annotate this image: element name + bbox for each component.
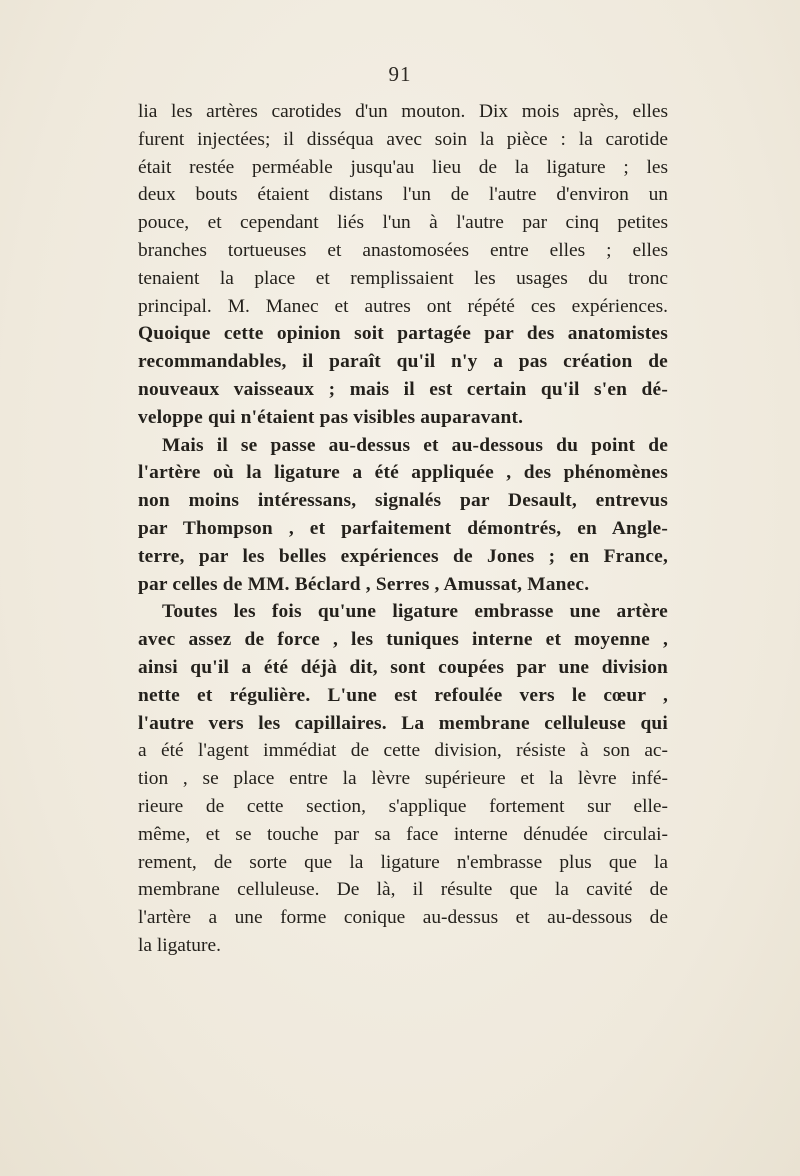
text-line: membrane celluleuse. De là, il résulte que la cavité de	[138, 879, 668, 901]
text-line: pouce, et cependant liés l'un à l'autre par cinq petites	[138, 212, 668, 234]
text-line: était restée perméable jusqu'au lieu de la ligature ; les	[138, 156, 668, 178]
text-line: rieure de cette section, s'applique fortement sur elle-	[138, 795, 668, 817]
text-line: l'artère où la ligature a été appliquée , des phénomènes	[138, 462, 668, 484]
text-line: terre, par les belles expériences de Jones ; en France,	[138, 545, 668, 567]
text-line: deux bouts étaient distans l'un de l'autre d'environ un	[138, 184, 668, 206]
text-line: tion , se place entre la lèvre supérieure et la lèvre infé-	[138, 768, 668, 790]
text-line: non moins intéressans, signalés par Desault, entrevus	[138, 490, 668, 512]
text-line: principal. M. Manec et autres ont répété ces expériences.	[138, 295, 668, 317]
text-line: avec assez de force , les tuniques interne et moyenne ,	[138, 629, 668, 651]
text-line: même, et se touche par sa face interne dénudée circulai-	[138, 823, 668, 845]
text-line: par Thompson , et parfaitement démontrés, en Angle-	[138, 517, 668, 539]
page-number: 91	[388, 62, 412, 86]
text-line: veloppe qui n'étaient pas visibles auparavant.	[138, 406, 524, 428]
text-line: la ligature.	[138, 934, 221, 956]
text-line: branches tortueuses et anastomosées entre elles ; elles	[138, 239, 668, 261]
text-line: ainsi qu'il a été déjà dit, sont coupées par une division	[138, 656, 668, 678]
text-line: recommandables, il paraît qu'il n'y a pas création de	[138, 351, 668, 373]
text-line: furent injectées; il disséqua avec soin la pièce : la carotide	[138, 128, 668, 150]
text-line: Toutes les fois qu'une ligature embrasse une artère	[162, 601, 668, 623]
text-line: nette et régulière. L'une est refoulée vers le cœur ,	[138, 684, 668, 706]
text-line: Mais il se passe au-dessus et au-dessous du point de	[162, 434, 668, 456]
text-line: a été l'agent immédiat de cette division, résiste à son ac-	[138, 740, 668, 762]
body-text	[138, 98, 668, 960]
text-line: Quoique cette opinion soit partagée par des anatomistes	[138, 323, 668, 345]
text-line: tenaient la place et remplissaient les usages du tronc	[138, 267, 668, 289]
text-line: l'autre vers les capillaires. La membrane celluleuse qui	[138, 712, 668, 734]
text-line: nouveaux vaisseaux ; mais il est certain qu'il s'en dé-	[138, 378, 668, 400]
text-line: par celles de MM. Béclard , Serres , Amussat, Manec.	[138, 573, 590, 595]
text-line: l'artère a une forme conique au-dessus et au-dessous de	[138, 907, 668, 929]
text-line: rement, de sorte que la ligature n'embrasse plus que la	[138, 851, 668, 873]
text-line: lia les artères carotides d'un mouton. Dix mois après, elles	[138, 101, 668, 122]
